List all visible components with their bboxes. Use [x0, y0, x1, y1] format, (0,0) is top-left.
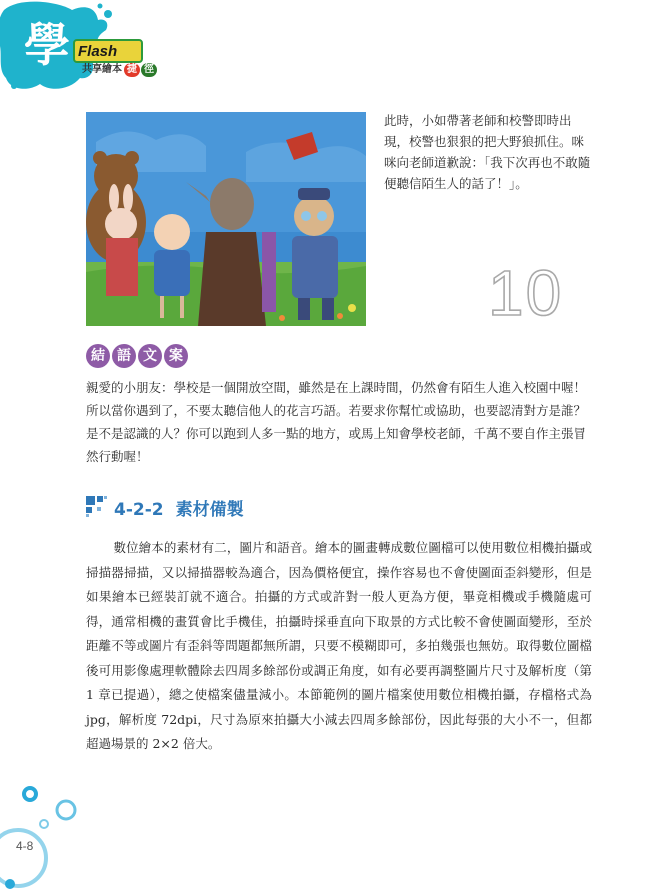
logo-sub-c: 捷 — [124, 63, 140, 77]
story-text: 此時，小如帶著老師和校警即時出現，校警也狠狠的把大野狼抓住。咪咪向老師道歉說：「我下次再也不敢隨便聽信陌生人的話了！」。 — [384, 113, 591, 191]
page-number: 4-8 — [16, 839, 34, 853]
logo-sub-a: 共享 — [82, 64, 102, 75]
section-squares-icon — [86, 496, 108, 518]
logo-flash-word: Flash — [78, 43, 118, 60]
conclusion-title — [86, 344, 188, 370]
story-illustration — [86, 112, 366, 326]
section-number: 4-2-2 — [114, 500, 164, 520]
section-body: 數位繪本的素材有二，圖片和語音。繪本的圖畫轉成數位圖檔可以使用數位相機拍攝或掃描器掃描，又以掃描器較為適合，因為價格便宜，操作容易也不會使圖面歪斜變形，但是如果繪本已經裝訂就不適合。拍攝的方式或許對一般人更為方便，畢竟相機或手機隨處可得，通常相機的畫質會比手機佳，拍攝時採垂直向下取景的方式比較不會使圖面變形，至於距離不等或圖片有歪斜等問題都無所謂，只要不模糊即可，多拍幾張也無妨。取得數位圖檔後可用影像處理軟體除去四周多餘部份或調正角度，如有必要再調整圖片尺寸及解析度（第 1 章已提過），總之使檔案儘量減小。本節範例的圖片檔案使用數位相機拍攝，存檔格式為 jpg，解析度 72dpi，尺寸為原來拍攝大小減去四周多餘部份，因此每張的大小不一，但都超過場景的 2×2 倍大。 — [86, 540, 592, 751]
conclusion-title-char: 文 — [138, 344, 162, 368]
section-title: 素材備製 — [175, 500, 244, 520]
logo-sub-b: 繪本 — [102, 64, 122, 75]
logo-character: 學 — [24, 18, 70, 72]
conclusion-title-char: 案 — [164, 344, 188, 368]
conclusion-body: 親愛的小朋友：學校是一個開放空間，雖然是在上課時間，仍然會有陌生人進入校園中喔！所以當你遇到了，不要太聽信他人的花言巧語。若要求你幫忙或協助，也要認清對方是誰？是不是認識的人？你可以跑到人多一點的地方，或馬上知會學校老師，千萬不要自作主張冒然行動喔！ — [86, 380, 587, 464]
section-heading — [114, 498, 244, 522]
decorative-circles — [0, 770, 90, 889]
logo-sub-d: 徑 — [141, 63, 157, 77]
logo-subtitle — [82, 63, 172, 77]
scene-number: 10 — [488, 257, 564, 329]
conclusion-title-char: 結 — [86, 344, 110, 368]
conclusion-title-char: 語 — [112, 344, 136, 368]
